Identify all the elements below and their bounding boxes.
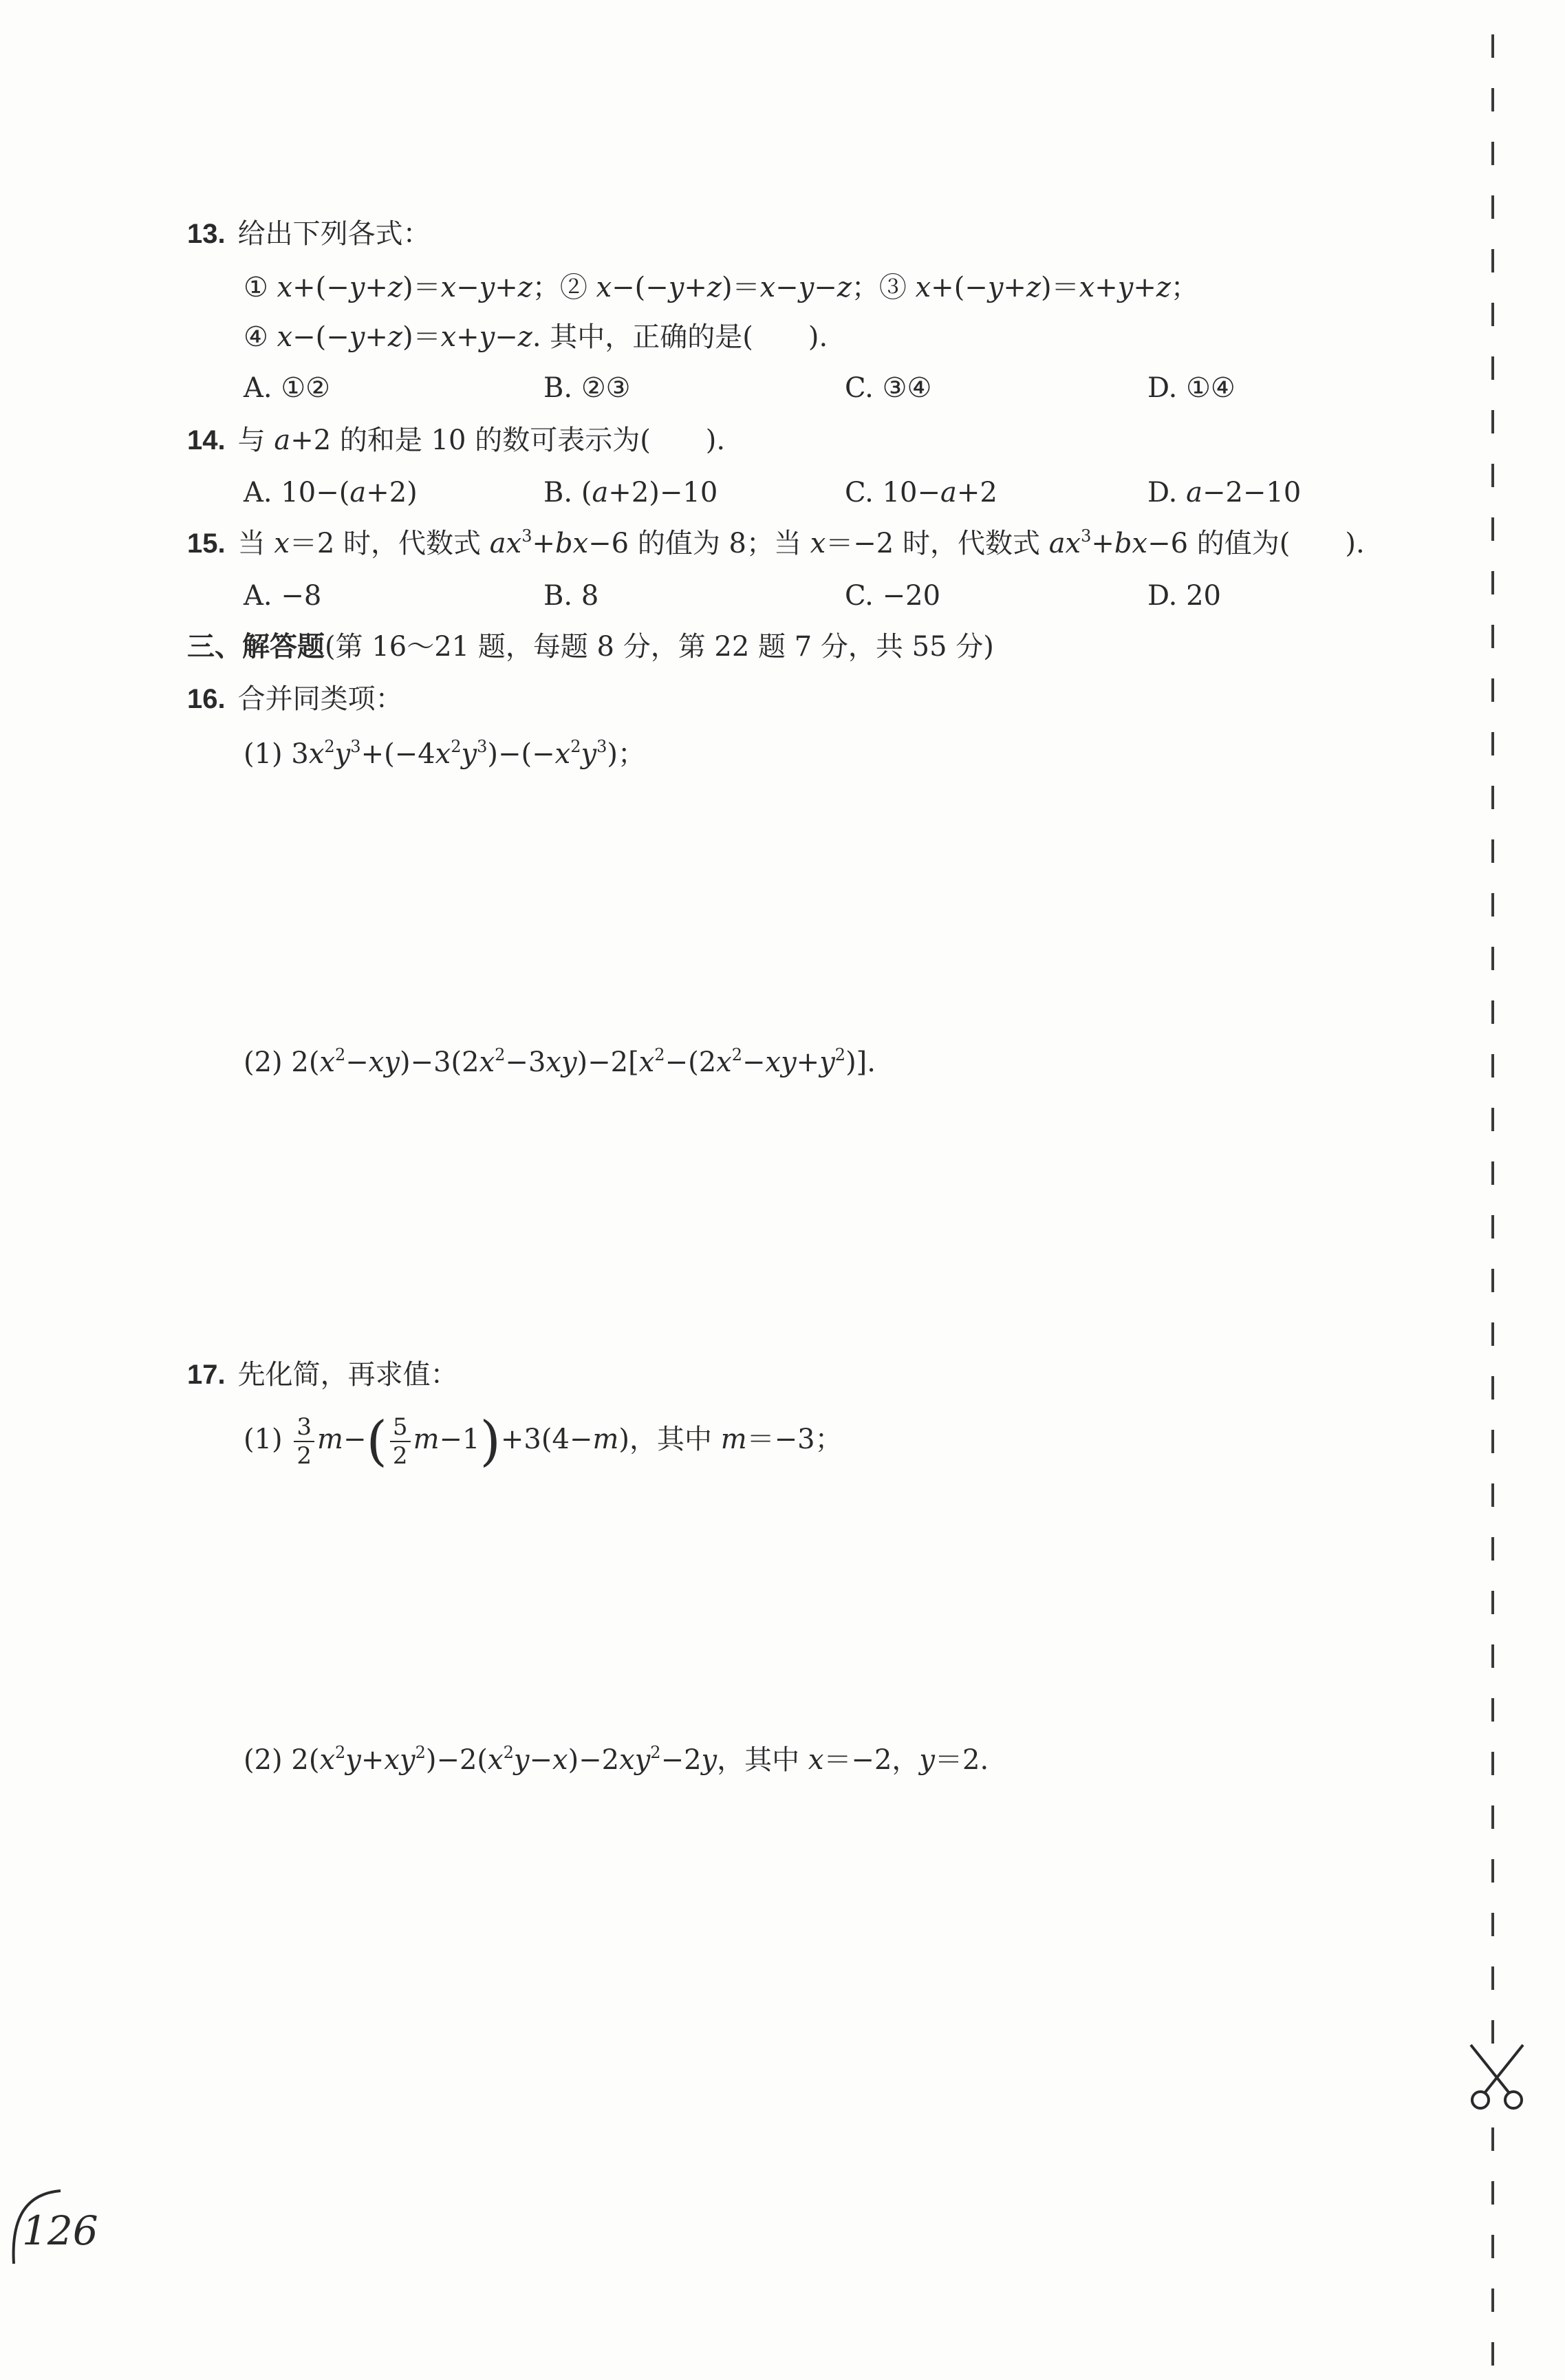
section-heading <box>187 628 994 666</box>
cut-line-dash <box>1491 517 1494 541</box>
cut-line-dash <box>1491 356 1494 380</box>
cut-line-dash <box>1491 2288 1494 2312</box>
q17-stem-text: 先化简，再求值： <box>237 1359 458 1391</box>
q14-option-c: C. 10−a+2 <box>845 477 997 508</box>
q15-option-b: B. 8 <box>543 580 599 612</box>
cut-line-dash <box>1491 893 1494 916</box>
section-note: (第 16～21 题，每题 8 分，第 22 题 7 分，共 55 分) <box>325 631 994 663</box>
cut-line-dash <box>1491 1859 1494 1883</box>
cut-line-dash <box>1491 1913 1494 1936</box>
cut-line-dash <box>1491 1000 1494 1024</box>
page-number: 126 <box>22 2207 98 2254</box>
cut-line-dash <box>1491 1054 1494 1078</box>
section-title: 三、解答题 <box>187 630 325 663</box>
cut-line-dash <box>1491 142 1494 165</box>
q13-option-c: C. ③④ <box>845 372 932 404</box>
q16-sub1: (1) $3x^2y^3+(-4x^2y^3)-(-x^2y^3)$； <box>244 737 645 770</box>
cut-line-dash <box>1491 1537 1494 1561</box>
q13-option-d: D. ①④ <box>1147 372 1235 404</box>
q14-option-b: B. (a+2)−10 <box>543 477 718 508</box>
cut-line-dash <box>1491 1644 1494 1668</box>
cut-line-dash <box>1491 303 1494 326</box>
cut-line-dash <box>1491 2235 1494 2258</box>
q13-option-b: B. ②③ <box>543 372 631 404</box>
cut-line-dash <box>1491 195 1494 219</box>
cut-line-dash <box>1491 1966 1494 1990</box>
cut-line-dash <box>1491 2127 1494 2151</box>
cut-line-dash <box>1491 1161 1494 1185</box>
q17-sub1: (1) $\frac{3}{2}$ m−( $\frac{5}{2}$ m−1)+3(4−m)，其中 m＝−3； <box>244 1411 843 1472</box>
scissors-icon <box>1464 2042 1530 2111</box>
dashed-cut-line <box>1491 0 1496 2380</box>
q15-option-c: C. −20 <box>845 580 941 612</box>
q16-stem <box>187 680 403 718</box>
cut-line-dash <box>1491 1805 1494 1829</box>
fraction-5-2: $\frac{5}{2}$ <box>390 1413 411 1470</box>
cut-line-dash <box>1491 34 1494 58</box>
q16-stem-text: 合并同类项： <box>237 683 403 715</box>
q17-number: 17. <box>187 1360 226 1390</box>
q17-stem <box>187 1355 458 1394</box>
cut-line-dash <box>1491 947 1494 970</box>
cut-line-dash <box>1491 2020 1494 2044</box>
cut-line-dash <box>1491 1698 1494 1722</box>
cut-line-dash <box>1491 1752 1494 1775</box>
q14-number: 14. <box>187 425 226 455</box>
cut-line-dash <box>1491 2342 1494 2366</box>
q17-sub2: (2) $2(x^2y+xy^2)-2(x^2y-x)-2xy^2-2y$，其中 x＝−2，y＝2. <box>244 1743 989 1776</box>
cut-line-dash <box>1491 571 1494 594</box>
page-number-block <box>7 2188 117 2277</box>
q15-number: 15. <box>187 528 226 559</box>
q14-option-d: D. a−2−10 <box>1147 477 1302 508</box>
cut-line-dash <box>1491 1483 1494 1507</box>
q13-stem-text: 给出下列各式： <box>237 218 431 250</box>
cut-line-dash <box>1491 464 1494 487</box>
cut-line-dash <box>1491 839 1494 863</box>
q15-option-d: D. 20 <box>1147 580 1221 612</box>
cut-line-dash <box>1491 786 1494 809</box>
q15-option-a: A. −8 <box>244 580 322 612</box>
q14-stem: 14. 与 a+2 的和是 10 的数可表示为( ). <box>187 425 726 456</box>
cut-line-dash <box>1491 625 1494 648</box>
cut-line-dash <box>1491 410 1494 433</box>
q15-stem: 15. 当 x＝2 时，代数式 $ax^3+bx-6$ 的值为 8；当 x＝−2 时，代数式 $ax^3+bx-6$ 的值为( ). <box>187 526 1365 559</box>
q13-stem <box>187 215 431 253</box>
q14-option-a: A. 10−(a+2) <box>244 477 418 508</box>
cut-line-dash <box>1491 1376 1494 1400</box>
q16-sub2: (2) $2(x^2-xy)-3(2x^2-3xy)-2[x^2-(2x^2-xy+y^2)]$. <box>244 1045 876 1078</box>
q13-formulas-line1: ① x+(−y+z)＝x−y+z；② x−(−y+z)＝x−y−z；③ x+(−y+z)＝x+y+z； <box>244 272 1198 303</box>
q13-formulas-line2: ④ x−(−y+z)＝x+y−z. 其中，正确的是( ). <box>244 321 828 353</box>
cut-line-dash <box>1491 2181 1494 2205</box>
cut-line-dash <box>1491 1108 1494 1131</box>
cut-line-dash <box>1491 88 1494 111</box>
cut-line-dash <box>1491 1215 1494 1239</box>
q13-number: 13. <box>187 219 226 249</box>
cut-line-dash <box>1491 1430 1494 1453</box>
cut-line-dash <box>1491 678 1494 702</box>
cut-line-dash <box>1491 1591 1494 1614</box>
fraction-3-2: $\frac{3}{2}$ <box>294 1413 314 1470</box>
cut-line-dash <box>1491 1269 1494 1292</box>
cut-line-dash <box>1491 732 1494 755</box>
q13-option-a: A. ①② <box>244 372 331 404</box>
cut-line-dash <box>1491 1322 1494 1346</box>
q16-number: 16. <box>187 684 226 714</box>
cut-line-dash <box>1491 249 1494 272</box>
